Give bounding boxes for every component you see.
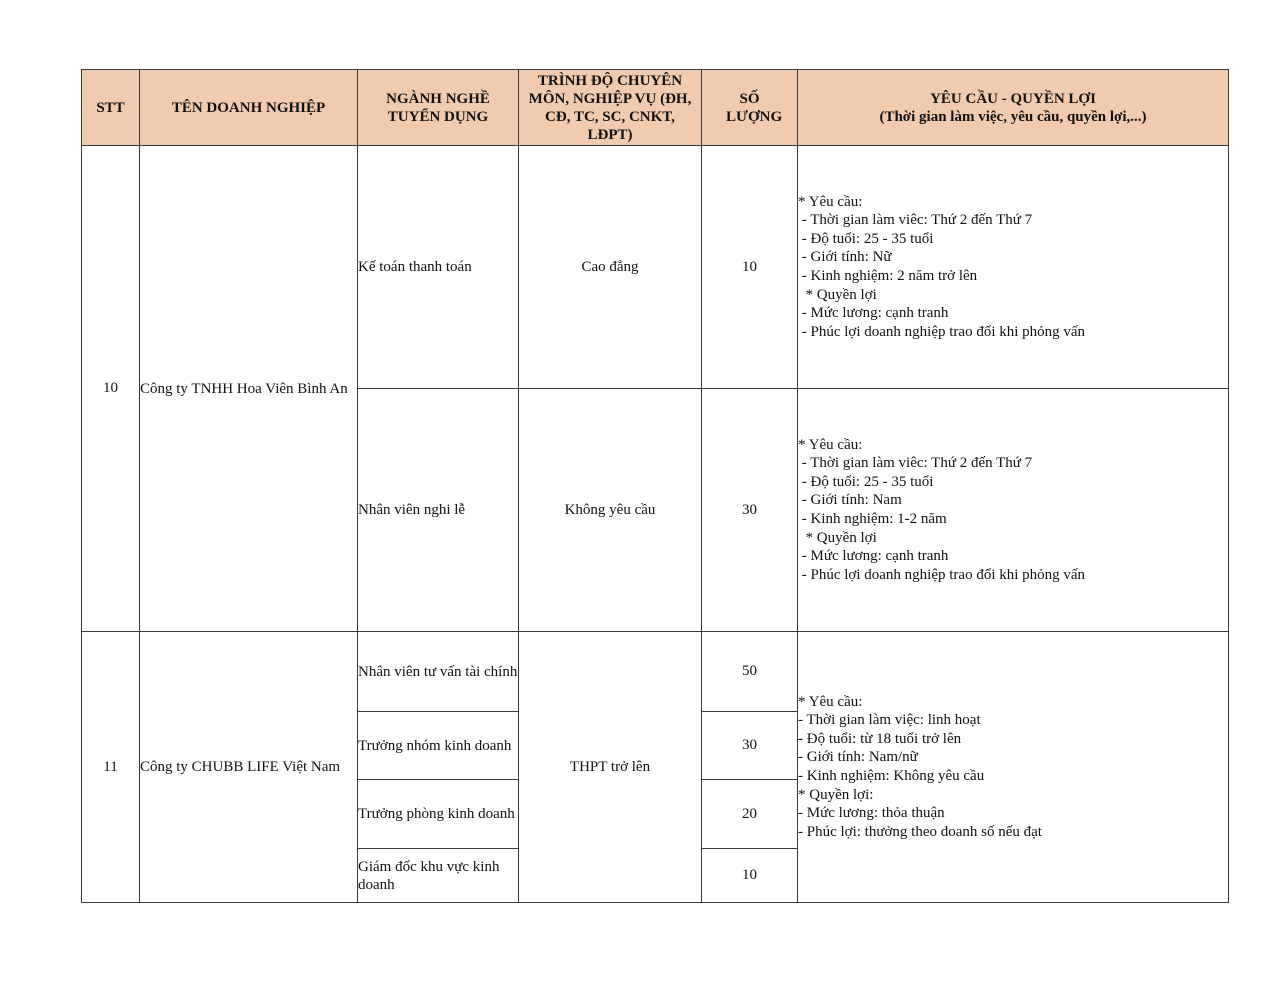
stt-cell: 10 — [82, 146, 140, 632]
job-title-cell: Trưởng nhóm kinh doanh — [358, 712, 519, 780]
company-name-cell: Công ty TNHH Hoa Viên Bình An — [140, 146, 358, 632]
requirement-line: - Thời gian làm viêc: Thứ 2 đến Thứ 7 — [798, 212, 1033, 229]
requirement-line: - Kinh nghiệm: 2 năm trở lên — [798, 268, 978, 284]
requirement-line: - Mức lương: cạnh tranh — [798, 305, 949, 322]
job-title-cell: Nhân viên nghi lễ — [358, 389, 519, 632]
requirement-line: * Yêu cầu: — [798, 693, 863, 710]
quantity-cell: 10 — [702, 849, 798, 903]
table-row — [82, 146, 1229, 389]
requirement-line: * Yêu cầu: — [798, 436, 863, 453]
requirement-line: * Quyền lợi: — [798, 786, 874, 803]
quantity-cell: 20 — [702, 780, 798, 849]
header-job: NGÀNH NGHỀ TUYỂN DỤNG — [358, 70, 519, 146]
header-company: TÊN DOANH NGHIỆP — [140, 70, 358, 146]
requirement-line: - Giới tính: Nữ — [798, 249, 892, 266]
job-title-cell: Nhân viên tư vấn tài chính — [358, 632, 519, 712]
requirement-line: - Mức lương: thỏa thuận — [798, 805, 945, 822]
header-requirements — [798, 70, 1229, 146]
job-title-cell: Giám đốc khu vực kinh doanh — [358, 849, 519, 903]
header-requirements-subtitle: (Thời gian làm việc, yêu cầu, quyền lợi,...) — [879, 108, 1147, 125]
requirements-cell — [798, 632, 1229, 903]
requirement-line: * Quyền lợi — [798, 529, 877, 546]
quantity-cell: 50 — [702, 632, 798, 712]
requirement-line: - Thời gian làm viêc: Thứ 2 đến Thứ 7 — [798, 455, 1033, 472]
requirement-line: - Độ tuổi: 25 - 35 tuổi — [798, 230, 934, 247]
requirement-line: - Kinh nghiệm: Không yêu cầu — [798, 768, 985, 784]
requirements-cell — [798, 146, 1229, 389]
header-row — [82, 70, 1229, 146]
recruitment-table — [81, 69, 1229, 903]
requirements-cell — [798, 389, 1229, 632]
requirement-line: - Kinh nghiệm: 1-2 năm — [798, 511, 947, 527]
level-cell: Không yêu cầu — [519, 389, 702, 632]
requirement-line: - Giới tính: Nam — [798, 492, 902, 509]
header-quantity: SỐ LƯỢNG — [702, 70, 798, 146]
requirement-line: - Độ tuổi: 25 - 35 tuổi — [798, 473, 934, 490]
level-cell: Cao đẳng — [519, 146, 702, 389]
requirement-line: - Thời gian làm việc: linh hoạt — [798, 712, 981, 729]
table-row — [82, 632, 1229, 712]
requirement-line: - Giới tính: Nam/nữ — [798, 749, 918, 766]
requirement-line: - Độ tuổi: từ 18 tuổi trở lên — [798, 730, 962, 747]
header-level: TRÌNH ĐỘ CHUYÊN MÔN, NGHIỆP VỤ (ĐH, CĐ, TC, SC, CNKT, LĐPT) — [519, 70, 702, 146]
job-title-cell: Kế toán thanh toán — [358, 146, 519, 389]
header-stt: STT — [82, 70, 140, 146]
requirement-line: * Quyền lợi — [798, 286, 877, 303]
requirement-line: * Yêu cầu: — [798, 193, 863, 210]
quantity-cell: 30 — [702, 389, 798, 632]
level-cell: THPT trở lên — [519, 632, 702, 903]
company-name-cell: Công ty CHUBB LIFE Việt Nam — [140, 632, 358, 903]
stt-cell: 11 — [82, 632, 140, 903]
header-requirements-title: YÊU CẦU - QUYỀN LỢI — [930, 90, 1096, 107]
quantity-cell: 30 — [702, 712, 798, 780]
quantity-cell: 10 — [702, 146, 798, 389]
requirement-line: - Phúc lợi doanh nghiệp trao đổi khi phỏng vấn — [798, 566, 1086, 583]
requirement-line: - Mức lương: cạnh tranh — [798, 548, 949, 565]
requirement-line: - Phúc lợi: thưởng theo doanh số nếu đạt — [798, 823, 1042, 840]
requirement-line: - Phúc lợi doanh nghiệp trao đổi khi phỏng vấn — [798, 323, 1086, 340]
job-title-cell: Trưởng phòng kinh doanh — [358, 780, 519, 849]
